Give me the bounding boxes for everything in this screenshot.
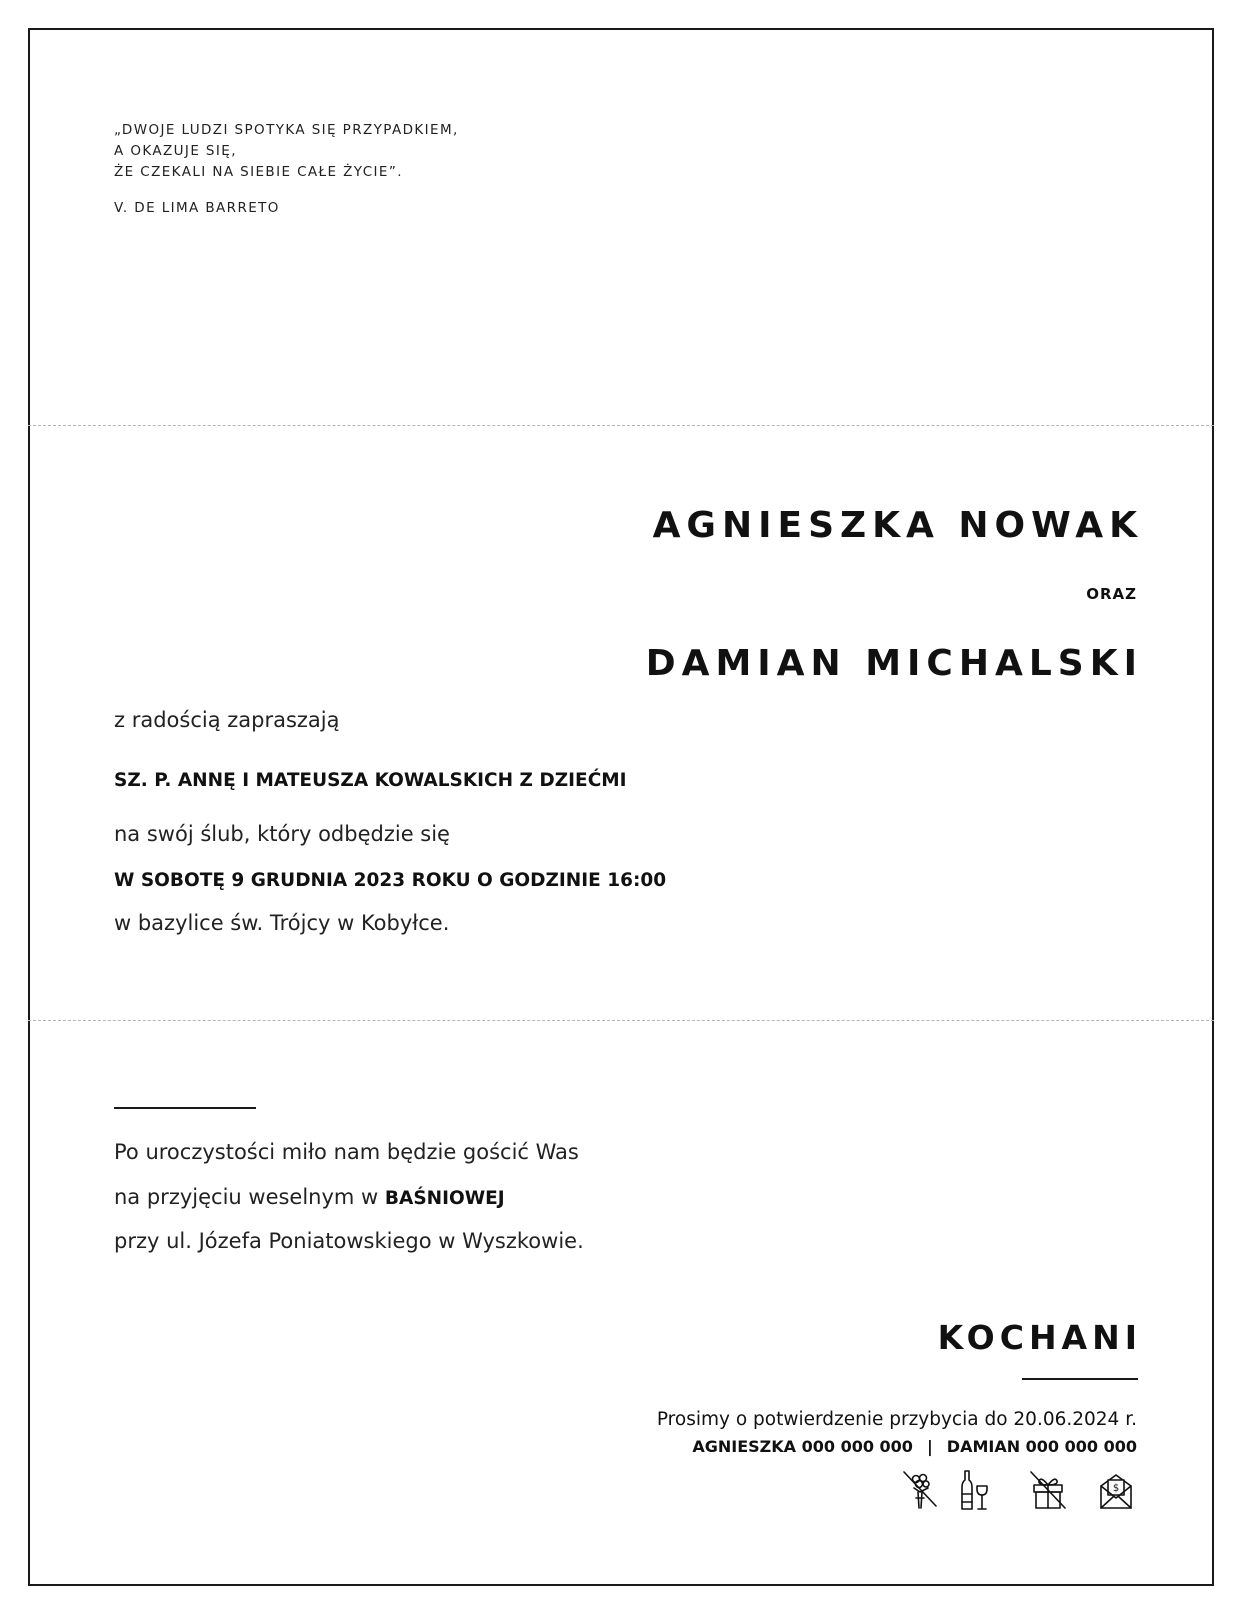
icon-row <box>900 1468 1140 1516</box>
svg-text:$: $ <box>1112 1483 1120 1494</box>
section-divider <box>114 1107 256 1109</box>
contact-bride: AGNIESZKA 000 000 000 <box>692 1437 913 1456</box>
quote-author: V. DE LIMA BARRETO <box>114 200 280 216</box>
fold-line-top <box>28 425 1214 426</box>
ceremony-place: w bazylice św. Trójcy w Kobyłce. <box>114 911 450 935</box>
closing-divider <box>1022 1378 1138 1380</box>
conjunction: ORAZ <box>1086 585 1137 603</box>
wedding-datetime: W SOBOTĘ 9 GRUDNIA 2023 ROKU O GODZINIE 16:00 <box>114 870 667 891</box>
bride-name: AGNIESZKA NOWAK <box>652 505 1143 546</box>
quote-line: „DWOJE LUDZI SPOTYKA SIĘ PRZYPADKIEM, <box>114 122 459 138</box>
quote <box>114 120 459 183</box>
reception-line-1: Po uroczystości miło nam będzie gościć Was <box>114 1140 579 1164</box>
reception-venue: BAŚNIOWEJ <box>384 1188 505 1209</box>
reception-line-2 <box>114 1185 505 1209</box>
quote-line: ŻE CZEKALI NA SIEBIE CAŁE ŻYCIE”. <box>114 164 403 180</box>
contact-numbers <box>692 1437 1137 1456</box>
rsvp-note: Prosimy o potwierdzenie przybycia do 20.06.2024 r. <box>656 1409 1137 1430</box>
closing-greeting: KOCHANI <box>937 1318 1142 1357</box>
wine-bottle-glass-icon <box>954 1468 994 1512</box>
contact-separator: | <box>926 1437 933 1456</box>
contact-groom: DAMIAN 000 000 000 <box>946 1437 1137 1456</box>
no-flowers-icon <box>900 1468 940 1512</box>
quote-line: A OKAZUJE SIĘ, <box>114 143 237 159</box>
money-envelope-icon <box>1096 1468 1136 1512</box>
wedding-announcement: na swój ślub, który odbędzie się <box>114 822 450 846</box>
reception-line-2-prefix: na przyjęciu weselnym w <box>114 1185 385 1209</box>
invite-intro: z radością zapraszają <box>114 708 340 732</box>
no-gifts-icon <box>1028 1468 1068 1512</box>
groom-name: DAMIAN MICHALSKI <box>645 643 1143 684</box>
guest-names: SZ. P. ANNĘ I MATEUSZA KOWALSKICH Z DZIEĆMI <box>114 770 627 791</box>
reception-line-3: przy ul. Józefa Poniatowskiego w Wyszkowie. <box>114 1229 584 1253</box>
fold-line-bottom <box>28 1020 1214 1021</box>
